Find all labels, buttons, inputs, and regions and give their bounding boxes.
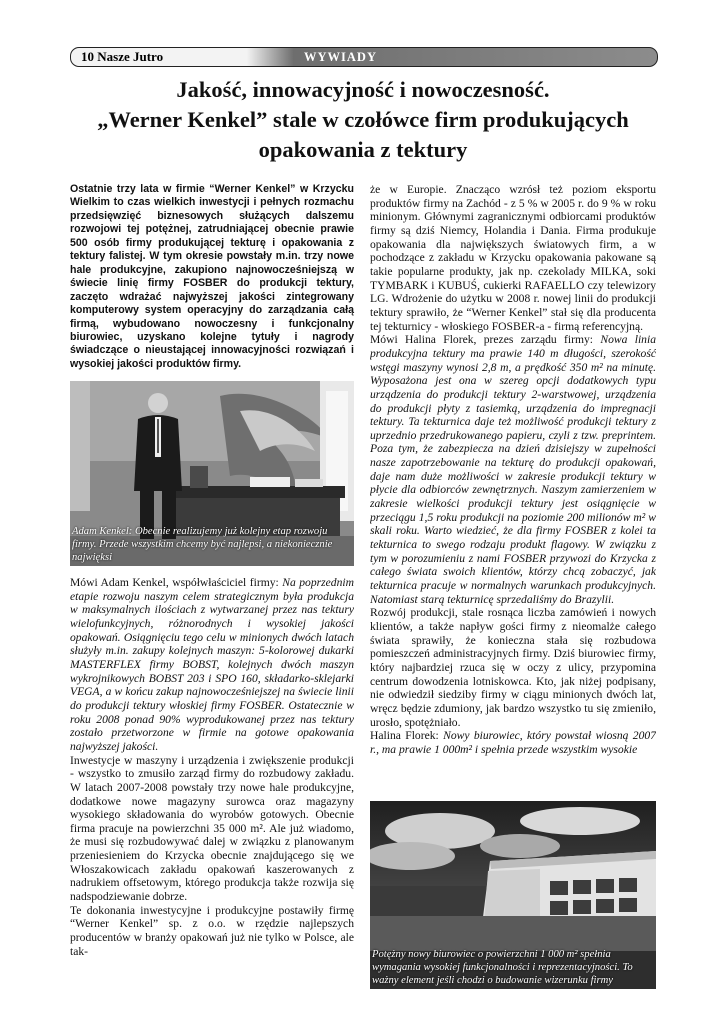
left-paragraph-1 bbox=[70, 576, 354, 754]
article-headline bbox=[70, 75, 656, 165]
section-label: WYWIADY bbox=[304, 50, 377, 64]
quote-florek-2: Nowy biurowiec, który powstał wiosną 2007 r., ma prawie 1 000m² i spełnia przede wszystkim wysokie bbox=[370, 729, 656, 756]
right-paragraph-3: Rozwój produkcji, stale rosnąca liczba zamówień i nowych klientów, a także napływ gości firmy z nieomalże całego świata sprawiły, że konieczna stała się rozbudowa pomieszczeń administracyjnych firmy. Dziś biurowiec firmy, który najbardziej rzuca się w oczy z ulicy, przypomina centrum dowodzenia lotniskowca. Kto, jak niżej podpisany, nie odwiedził siedziby firmy w ciągu minionych dwóch lat, wręcz będzie zdumiony, jak bardzo wszystko tu się zmieniło, urosło, spotężniało. bbox=[370, 606, 656, 729]
office-photo-caption: Adam Kenkel: Obecnie realizujemy już kolejny etap rozwoju firmy. Przede wszystkim chcemy być najlepsi, a niekoniecznie najwięksi bbox=[72, 526, 333, 563]
headline-line-3: opakowania z tektury bbox=[258, 137, 468, 162]
right-paragraph-4 bbox=[370, 729, 656, 756]
right-column-body bbox=[370, 183, 656, 793]
office-photo bbox=[70, 381, 354, 566]
quote-kenkel: Na poprzednim etapie rozwoju naszym celem strategicznym była produkcja w maksymalnych ilościach z wytwarzanej przez nas tektury wielofunkcyjnych, różnorodnych i wysokiej jakości opakowań. Osiągnięciu tego celu w minionych dwóch latach służyły m.in. zakupy kolejnych maszyn: 5-kolorowej dukarki MASTERFLEX firmy BOBST, kolejnych dwóch maszyn wykrojnikowych BOBST 203 i SPO 160, składarko-sklejarki VEGA, a w końcu zakup najnowocześniejszej na świecie linii do produkcji tektury włoskiej firmy FOSBER. Ostatecznie w roku 2008 ponad 90% wyprodukowanej przez nas tektury zostało przetworzone w firmie na gotowe opakowania najwyższej jakości. bbox=[70, 576, 354, 753]
quote-intro-florek: Mówi Halina Florek, prezes zarządu firmy: bbox=[370, 333, 601, 347]
article-lead bbox=[70, 183, 354, 371]
left-paragraph-3: Te dokonania inwestycyjne i produkcyjne postawiły firmę “Werner Kenkel” sp. z o.o. w rzędzie najlepszych producentów w branży opakowań już nie tylko w Polsce, ale tak- bbox=[70, 903, 354, 958]
quote-florek: Nowa linia produkcyjna tektury ma prawie 140 m długości, szerokość wstęgi maszyny wynosi 2,8 m, a prędkość 350 m² na minutę. Wyposażona jest ona w szereg opcji dodatkowych typu urządzenia do produkcji tektury 2-warstwowej, urządzenia do produkcji płyty z tasiemką, urządzenia do impregnacji tektury. Ta tekturnica daje też możliwość produkcji tektury z uprzednio przedrukowanego papieru, czyli z tzw. preprintem. Poza tym, że zabezpiecza na dzień dzisiejszy w zupełności nasze zapotrzebowanie na tekturę do produkcji opakowań, daje nam duże możliwości w zakresie produkcji tektury w płycie dla odbiorców zewnętrznych. Naszym zamierzeniem w zakresie wielkości produkcji tektury jest osiągnięcie w przeciągu 1,5 roku produkcji na poziomie 200 milionów m² w skali roku. Warto wiedzieć, że dla firmy FOSBER z kolei ta tekturnica to swego rodzaju produkt flagowy. W związku z tym w porozumieniu z nami FOSBER przywozi do Krzycka z całego świata swoich klientów, którzy chcą zobaczyć, jak tekturnica pracuje w normalnych warunkach produkcyjnych. Natomiast starą tekturnicę sprzedaliśmy do Brazylii. bbox=[370, 333, 656, 606]
building-photo-caption: Potężny nowy biurowiec o powierzchni 1 000 m² spełnia wymagania wysokiej funkcjonalności i reprezentacyjności. To ważny element jeśli chodzi o budowanie wizerunku firmy bbox=[372, 949, 633, 986]
quote-intro-kenkel: Mówi Adam Kenkel, współwłaściciel firmy: bbox=[70, 576, 283, 589]
right-paragraph-2 bbox=[370, 333, 656, 606]
headline-line-2: „Werner Kenkel” stale w czołówce firm produkujących bbox=[97, 107, 629, 132]
quote-intro-florek-2: Halina Florek: bbox=[370, 729, 444, 743]
building-photo bbox=[370, 801, 656, 989]
left-column-body bbox=[70, 576, 354, 992]
left-paragraph-2: Inwestycje w maszyny i urządzenia i zwiększenie produkcji - wszystko to zmusiło zarząd firmy do rozbudowy zakładu. W latach 2007-2008 powstały trzy nowe hale produkcyjne, dodatkowe nowe magazyny surowca oraz magazyny wysokiego składowania do wyrobów gotowych. Obecnie firma pracuje na powierzchni 35 000 m². Ale już wiadomo, że musi się rozbudowywać dalej w związku z planowanym przeniesieniem do Krzycka obecnie znajdującego się we Włoszakowicach zakładu opakowań kaszerowanych z nadrukiem offsetowym, którego produkcja także rozwija się nadspodziewanie dobrze. bbox=[70, 753, 354, 904]
page-header-bar bbox=[70, 47, 658, 67]
lead-paragraph: Ostatnie trzy lata w firmie “Werner Kenkel” w Krzycku Wielkim to czas wielkich inwestycji i pełnych rozmachu przedsięwzięć biznesowych służących dalszemu rozwojowi tej potężnej, zatrudniającej obecnie prawie 500 osób firmy produkującej tekturę i opakowania z tektury falistej. W tym okresie powstały m.in. trzy nowe hale produkcyjne, zakupiono najnowocześniejszą w świecie linię firmy FOSBER do produkcji tektury, zaczęto wdrażać najwyższej jakości zintegrowany komputerowy system operacyjny do zarządzania całą firmą, wybudowano nowoczesny i funkcjonalny biurowiec, uzyskano kolejne tytuły i nagrody świadczące o nieustającej innowacyjności rozwiązań i wysokiej jakości produktów firmy. bbox=[70, 183, 354, 370]
headline-line-1: Jakość, innowacyjność i nowoczesność. bbox=[176, 77, 550, 102]
page-number-label: 10 Nasze Jutro bbox=[81, 49, 164, 64]
right-paragraph-1: że w Europie. Znacząco wzrósł też poziom eksportu produktów firmy na Zachód - z 5 % w 2005 r. do 9 % w roku minionym. Głównymi zagranicznymi odbiorcami produktów firmy są dziś Niemcy, Holandia i Dania. Firma produkuje opakowania dla największych światowych firm, a w pochodzące z zakładu w Krzycku opakowania pakowane są takie popularne produkty, jak np. czekolady MILKA, soki TYMBARK i KUBUŚ, cukierki RAFAELLO czy telewizory LG. Wdrożenie do użytku w 2008 r. nowej linii do produkcji tektury sprawiło, że “Werner Kenkel” stał się dla producenta tej tekturnicy - włoskiego FOSBER-a - firmą referencyjną. bbox=[370, 183, 656, 333]
